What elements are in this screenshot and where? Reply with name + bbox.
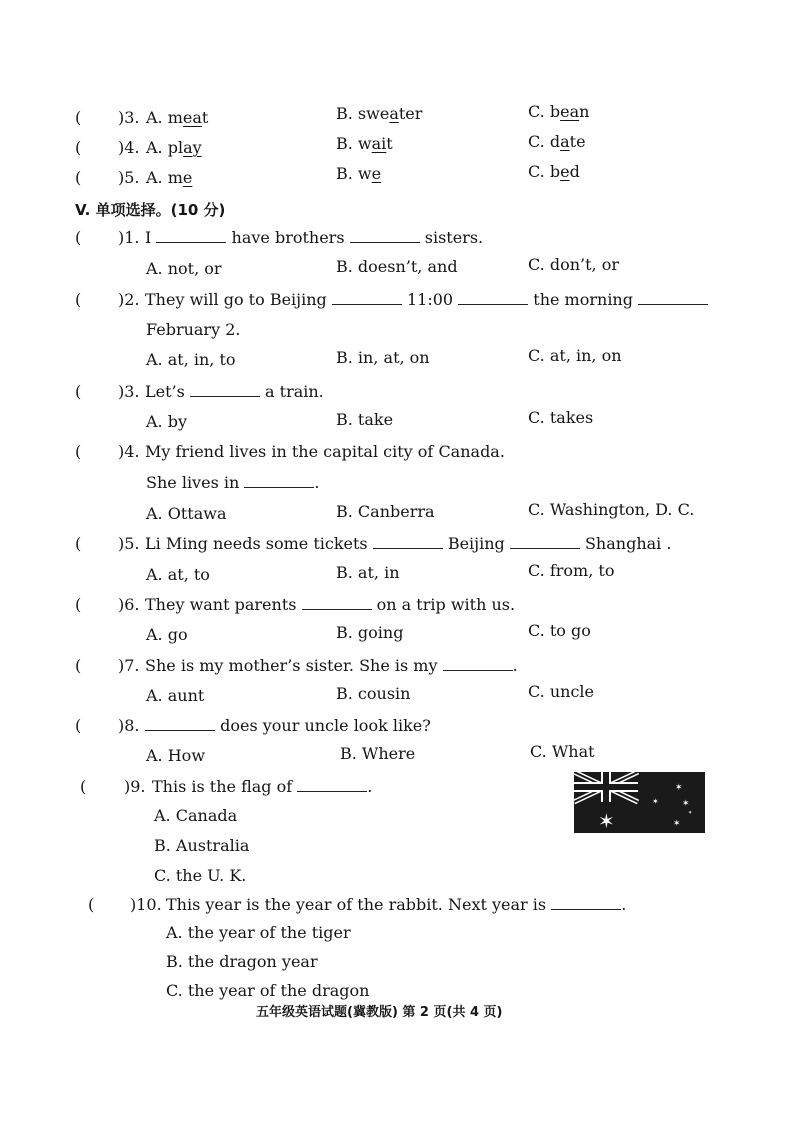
flag-graphic	[574, 772, 705, 833]
answer-paren[interactable]: (	[75, 716, 82, 735]
blank[interactable]	[510, 534, 580, 549]
question-number: )9.	[124, 777, 146, 796]
question-number: )4.	[118, 442, 140, 461]
svg-text:✶: ✶	[652, 797, 659, 806]
option-a: A. by	[146, 412, 188, 431]
question-number: )8.	[118, 716, 140, 735]
svg-text:✶: ✶	[673, 819, 681, 829]
question-number: )3.	[118, 382, 140, 401]
answer-paren[interactable]: (	[75, 290, 82, 309]
option-c: C. the U. K.	[154, 866, 247, 885]
answer-paren[interactable]: (	[80, 777, 87, 796]
option-a: A. Ottawa	[146, 504, 227, 523]
question-stem: They will go to Beijing 11:00 the morning	[145, 290, 708, 310]
svg-text:✶: ✶	[675, 783, 683, 793]
option-b: B. in, at, on	[336, 348, 430, 367]
question-stem: I have brothers sisters.	[145, 228, 484, 247]
option-c: C. at, in, on	[528, 346, 622, 365]
answer-paren[interactable]: (	[75, 442, 82, 461]
option-c: C. to go	[528, 621, 591, 640]
question-stem: This is the flag of .	[152, 777, 373, 796]
section-title: V. 单项选择。(10 分)	[75, 201, 226, 219]
option-c: C. bed	[528, 162, 580, 181]
option-a: A. play	[146, 138, 202, 157]
blank[interactable]	[350, 228, 420, 243]
question-number: )7.	[118, 656, 140, 675]
question-number: )5.	[118, 534, 140, 553]
blank[interactable]	[297, 777, 367, 792]
option-b: B. sweater	[336, 104, 423, 123]
question-number: )1.	[118, 228, 140, 247]
blank[interactable]	[332, 290, 402, 305]
answer-paren[interactable]: (	[75, 534, 82, 553]
option-b: B. wait	[336, 134, 393, 153]
option-b: B. cousin	[336, 684, 411, 703]
page-footer: 五年级英语试题(冀教版) 第 2 页(共 4 页)	[256, 1005, 503, 1020]
answer-paren[interactable]: (	[75, 138, 82, 157]
option-c: C. the year of the dragon	[166, 981, 370, 1000]
option-c: C. date	[528, 132, 586, 151]
option-c: C. bean	[528, 102, 590, 121]
blank[interactable]	[244, 473, 314, 488]
option-b: B. Canberra	[336, 502, 435, 521]
blank[interactable]	[551, 895, 621, 910]
question-number: )6.	[118, 595, 140, 614]
question-stem: does your uncle look like?	[145, 716, 431, 736]
question-number: )2.	[118, 290, 140, 309]
option-b: B. Where	[340, 744, 416, 763]
blank[interactable]	[443, 656, 513, 671]
svg-text:✶: ✶	[688, 810, 693, 816]
answer-paren[interactable]: (	[75, 168, 82, 187]
question-number: )3.	[118, 108, 140, 127]
option-b: B. we	[336, 164, 382, 183]
question-stem: Let’s a train.	[145, 382, 324, 401]
option-c: C. uncle	[528, 682, 594, 701]
blank[interactable]	[373, 534, 443, 549]
option-a: A. How	[146, 746, 206, 765]
question-stem: She is my mother’s sister. She is my .	[145, 656, 518, 675]
blank[interactable]	[638, 290, 708, 305]
option-a: A. go	[146, 625, 188, 644]
question-number: )10.	[130, 895, 162, 914]
option-c: C. from, to	[528, 561, 615, 580]
question-stem: This year is the year of the rabbit. Next year is .	[166, 895, 627, 914]
answer-paren[interactable]: (	[88, 895, 95, 914]
answer-paren[interactable]: (	[75, 108, 82, 127]
option-a: A. Canada	[154, 806, 238, 825]
option-a: A. aunt	[146, 686, 205, 705]
option-b: B. the dragon year	[166, 952, 318, 971]
option-a: A. at, to	[146, 565, 210, 584]
blank[interactable]	[145, 716, 215, 731]
answer-paren[interactable]: (	[75, 595, 82, 614]
question-stem: They want parents on a trip with us.	[145, 595, 516, 614]
blank[interactable]	[156, 228, 226, 243]
australia-flag-icon	[574, 772, 705, 833]
question-number: )4.	[118, 138, 140, 157]
question-stem: My friend lives in the capital city of Canada.	[145, 442, 505, 461]
question-stem: Li Ming needs some tickets Beijing Shanghai .	[145, 534, 672, 553]
question-continuation: She lives in .	[146, 473, 320, 492]
option-b: B. take	[336, 410, 394, 429]
option-b: B. doesn’t, and	[336, 257, 458, 276]
option-a: A. the year of the tiger	[166, 923, 351, 942]
blank[interactable]	[458, 290, 528, 305]
option-c: C. takes	[528, 408, 594, 427]
option-c: C. What	[530, 742, 595, 761]
option-b: B. going	[336, 623, 404, 642]
answer-paren[interactable]: (	[75, 228, 82, 247]
option-c: C. don’t, or	[528, 255, 619, 274]
option-a: A. not, or	[146, 259, 222, 278]
blank[interactable]	[190, 382, 260, 397]
answer-paren[interactable]: (	[75, 656, 82, 675]
question-number: )5.	[118, 168, 140, 187]
option-a: A. me	[146, 168, 193, 187]
svg-text:✶: ✶	[682, 799, 690, 809]
answer-paren[interactable]: (	[75, 382, 82, 401]
option-b: B. Australia	[154, 836, 250, 855]
svg-text:✶: ✶	[598, 809, 615, 833]
option-b: B. at, in	[336, 563, 400, 582]
question-continuation: February 2.	[146, 320, 241, 339]
option-c: C. Washington, D. C.	[528, 500, 695, 519]
option-a: A. meat	[146, 108, 209, 127]
blank[interactable]	[302, 595, 372, 610]
option-a: A. at, in, to	[146, 350, 236, 369]
